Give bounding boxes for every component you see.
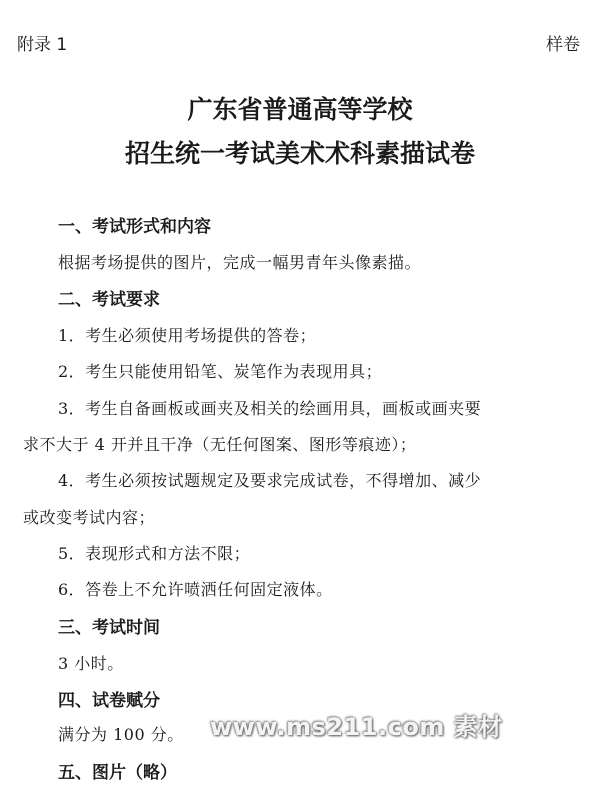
section-3-heading: 三、考试时间 [58,618,160,638]
sample-label: 样卷 [546,35,580,55]
section-4-text: 满分为 100 分。 [58,725,184,744]
document-title-line2: 招生统一考试美术术科素描试卷 [124,139,475,168]
requirement-item-4-line1: 4．考生必须按试题规定及要求完成试卷，不得增加、减少 [58,471,482,490]
section-1-text: 根据考场提供的图片，完成一幅男青年头像素描。 [58,253,422,272]
site-watermark: www.ms211.com 素材 [210,713,503,741]
section-2-heading: 二、考试要求 [58,290,160,310]
appendix-label: 附录 1 [17,35,68,55]
section-4-heading: 四、试卷赋分 [58,691,160,711]
requirement-item-1: 1．考生必须使用考场提供的答卷； [58,326,317,345]
requirement-item-3-line2: 求不大于 4 开并且干净（无任何图案、图形等痕迹）； [23,435,417,454]
requirement-item-2: 2．考生只能使用铅笔、炭笔作为表现用具； [58,362,383,381]
document-title-line1: 广东省普通高等学校 [187,95,413,124]
requirement-item-5: 5．表现形式和方法不限； [58,544,251,563]
requirement-item-6: 6．答卷上不允许喷洒任何固定液体。 [58,580,333,599]
section-1-heading: 一、考试形式和内容 [58,217,211,237]
section-5-heading: 五、图片（略） [58,763,177,783]
section-3-text: 3 小时。 [58,654,124,673]
requirement-item-4-line2: 或改变考试内容； [23,508,156,527]
requirement-item-3-line1: 3．考生自备画板或画夹及相关的绘画用具，画板或画夹要 [58,399,482,418]
